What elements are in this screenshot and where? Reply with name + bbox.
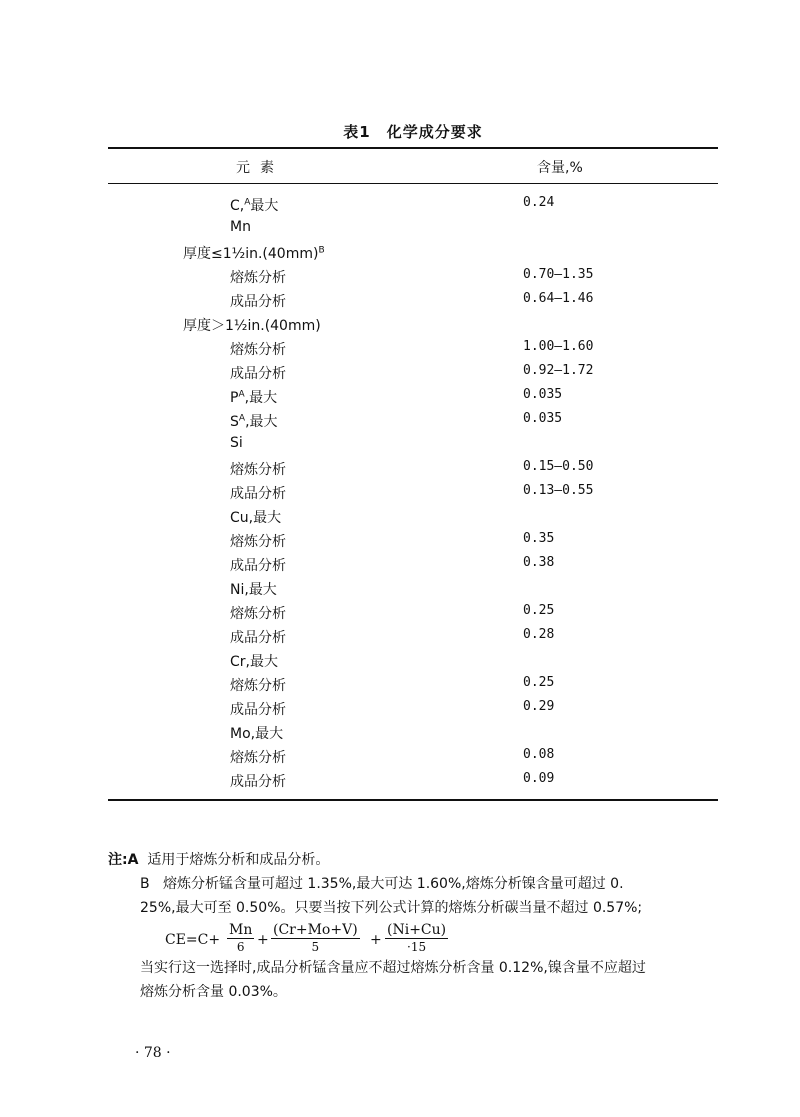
- row-value: 0.28: [523, 627, 555, 642]
- note-b-line2: 25%,最大可至 0.50%。只要当按下列公式计算的熔炼分析碳当量不超过 0.57%;: [140, 900, 643, 916]
- table-row: [0, 603, 800, 627]
- row-value: 0.25: [523, 675, 555, 690]
- row-value: 1.00—1.60: [523, 339, 594, 354]
- table-top-rule: [108, 147, 718, 149]
- row-label: [230, 339, 286, 359]
- note-b-line4: 熔炼分析含量 0.03%。: [140, 984, 287, 1000]
- table-row: [0, 627, 800, 651]
- table-row: [0, 411, 800, 435]
- table-row: [0, 459, 800, 483]
- row-label-suffix: ,最大: [244, 390, 278, 406]
- table-row: [0, 507, 800, 531]
- row-value: 0.035: [523, 411, 563, 426]
- row-label-text: 熔炼分析: [230, 342, 286, 358]
- note-b-marker: B: [140, 876, 150, 892]
- row-label-text: 熔炼分析: [230, 678, 286, 694]
- row-value: 0.13—0.55: [523, 483, 594, 498]
- row-label: [230, 699, 286, 719]
- table-row: [0, 195, 800, 219]
- table-row: [0, 483, 800, 507]
- row-label: [230, 747, 286, 767]
- row-value: 0.25: [523, 603, 555, 618]
- row-label-text: 成品分析: [230, 630, 286, 646]
- table-bottom-rule: [108, 799, 718, 801]
- frac-mn-numerator: Mn: [229, 922, 253, 938]
- table-row: [0, 651, 800, 675]
- row-label-text: 成品分析: [230, 294, 286, 310]
- row-label-text: 熔炼分析: [230, 750, 286, 766]
- formula-fraction-nicu: [385, 922, 448, 955]
- table-row: [0, 219, 800, 243]
- table-row: [0, 555, 800, 579]
- note-a-text: 适用于熔炼分析和成品分析。: [147, 852, 330, 868]
- row-label: [230, 627, 286, 647]
- frac-crmov-denominator: 5: [311, 940, 320, 954]
- row-value: 0.24: [523, 195, 555, 210]
- row-label: [230, 651, 278, 671]
- note-prefix: 注:A: [108, 852, 139, 868]
- row-label-suffix: ,最大: [245, 414, 278, 430]
- row-label: [183, 315, 321, 335]
- formula-plus-2: +: [370, 932, 382, 948]
- row-label: [230, 555, 286, 575]
- formula-lead: CE=C+: [165, 932, 221, 948]
- table-row: [0, 387, 800, 411]
- table-row: [0, 363, 800, 387]
- table-row: [0, 747, 800, 771]
- row-label-text: Si: [230, 435, 243, 451]
- row-label-footnote-marker: A: [244, 197, 251, 208]
- row-label-text: 熔炼分析: [230, 270, 286, 286]
- row-label-footnote-marker: A: [238, 389, 245, 400]
- row-value: 0.15—0.50: [523, 459, 594, 474]
- row-label-text: C,: [230, 198, 245, 214]
- row-label: [230, 483, 286, 503]
- row-label: [230, 723, 283, 743]
- row-label-footnote-marker: B: [318, 245, 325, 256]
- row-label: [230, 219, 251, 235]
- row-label: [230, 363, 286, 383]
- table-row: [0, 291, 800, 315]
- formula-fraction-crmov: [271, 922, 360, 955]
- note-b-line3: 当实行这一选择时,成品分析锰含量应不超过熔炼分析含量 0.12%,镍含量不应超过: [140, 960, 646, 976]
- row-label-text: 熔炼分析: [230, 534, 286, 550]
- row-label-text: 成品分析: [230, 774, 286, 790]
- frac-nicu-denominator: ·15: [407, 940, 427, 954]
- row-label: [230, 603, 286, 623]
- row-label-text: 熔炼分析: [230, 606, 286, 622]
- frac-nicu-numerator: (Ni+Cu): [387, 922, 447, 938]
- row-label: [230, 411, 278, 431]
- row-label-text: S: [230, 414, 239, 430]
- table-row: [0, 675, 800, 699]
- row-label: [230, 579, 277, 599]
- table-row: [0, 723, 800, 747]
- formula-plus-1: +: [257, 932, 269, 948]
- row-value: 0.035: [523, 387, 563, 402]
- row-value: 0.35: [523, 531, 555, 546]
- table-row: [0, 531, 800, 555]
- table-row: [0, 699, 800, 723]
- row-value: 0.70—1.35: [523, 267, 594, 282]
- row-label: [230, 267, 286, 287]
- row-label: [230, 459, 286, 479]
- row-label-text: Cr,最大: [230, 654, 278, 670]
- row-label-suffix: 最大: [250, 198, 279, 214]
- row-label: [230, 291, 286, 311]
- row-label: [230, 195, 278, 215]
- row-label: [230, 675, 286, 695]
- row-value: 0.09: [523, 771, 555, 786]
- row-label-text: 厚度≤1½in.(40mm): [183, 246, 319, 262]
- row-label: [230, 507, 281, 527]
- row-label-text: 成品分析: [230, 702, 286, 718]
- table-row: [0, 315, 800, 339]
- table-header-rule: [108, 183, 718, 184]
- row-label: [230, 531, 286, 551]
- header-element: 元素: [236, 160, 284, 176]
- row-label: [230, 435, 243, 451]
- row-label-text: Ni,最大: [230, 582, 277, 598]
- header-content: 含量,%: [537, 160, 583, 176]
- table-row: [0, 339, 800, 363]
- row-label-text: Cu,最大: [230, 510, 282, 526]
- row-label-text: 成品分析: [230, 366, 286, 382]
- row-label-footnote-marker: A: [238, 413, 246, 424]
- frac-mn-denominator: 6: [236, 940, 245, 954]
- row-label-text: 成品分析: [230, 486, 286, 502]
- row-value: 0.38: [523, 555, 555, 570]
- table-row: [0, 771, 800, 795]
- row-label-text: Mo,最大: [230, 726, 284, 742]
- row-label-text: Mn: [230, 219, 251, 235]
- note-b-text-1: 熔炼分析锰含量可超过 1.35%,最大可达 1.60%,熔炼分析镍含量可超过 0.: [162, 876, 624, 892]
- row-label: [230, 387, 277, 407]
- row-value: 0.08: [523, 747, 555, 762]
- row-label-text: P: [230, 390, 239, 406]
- table-title: 表1 化学成分要求: [343, 123, 483, 141]
- row-label-text: 熔炼分析: [230, 462, 286, 478]
- note-a: [108, 848, 329, 872]
- row-label-text: 厚度＞1½in.(40mm): [183, 318, 321, 334]
- note-b-line1: [140, 872, 624, 896]
- table-row: [0, 435, 800, 459]
- table-row: [0, 579, 800, 603]
- row-label: [230, 771, 286, 791]
- table-row: [0, 267, 800, 291]
- table-row: [0, 243, 800, 267]
- page-number: · 78 ·: [135, 1045, 171, 1061]
- row-value: 0.29: [523, 699, 555, 714]
- formula-fraction-mn: [227, 922, 254, 955]
- row-label-text: 成品分析: [230, 558, 286, 574]
- frac-crmov-numerator: (Cr+Mo+V): [273, 922, 358, 938]
- row-label: [183, 243, 325, 263]
- row-value: 0.64—1.46: [523, 291, 594, 306]
- row-value: 0.92—1.72: [523, 363, 594, 378]
